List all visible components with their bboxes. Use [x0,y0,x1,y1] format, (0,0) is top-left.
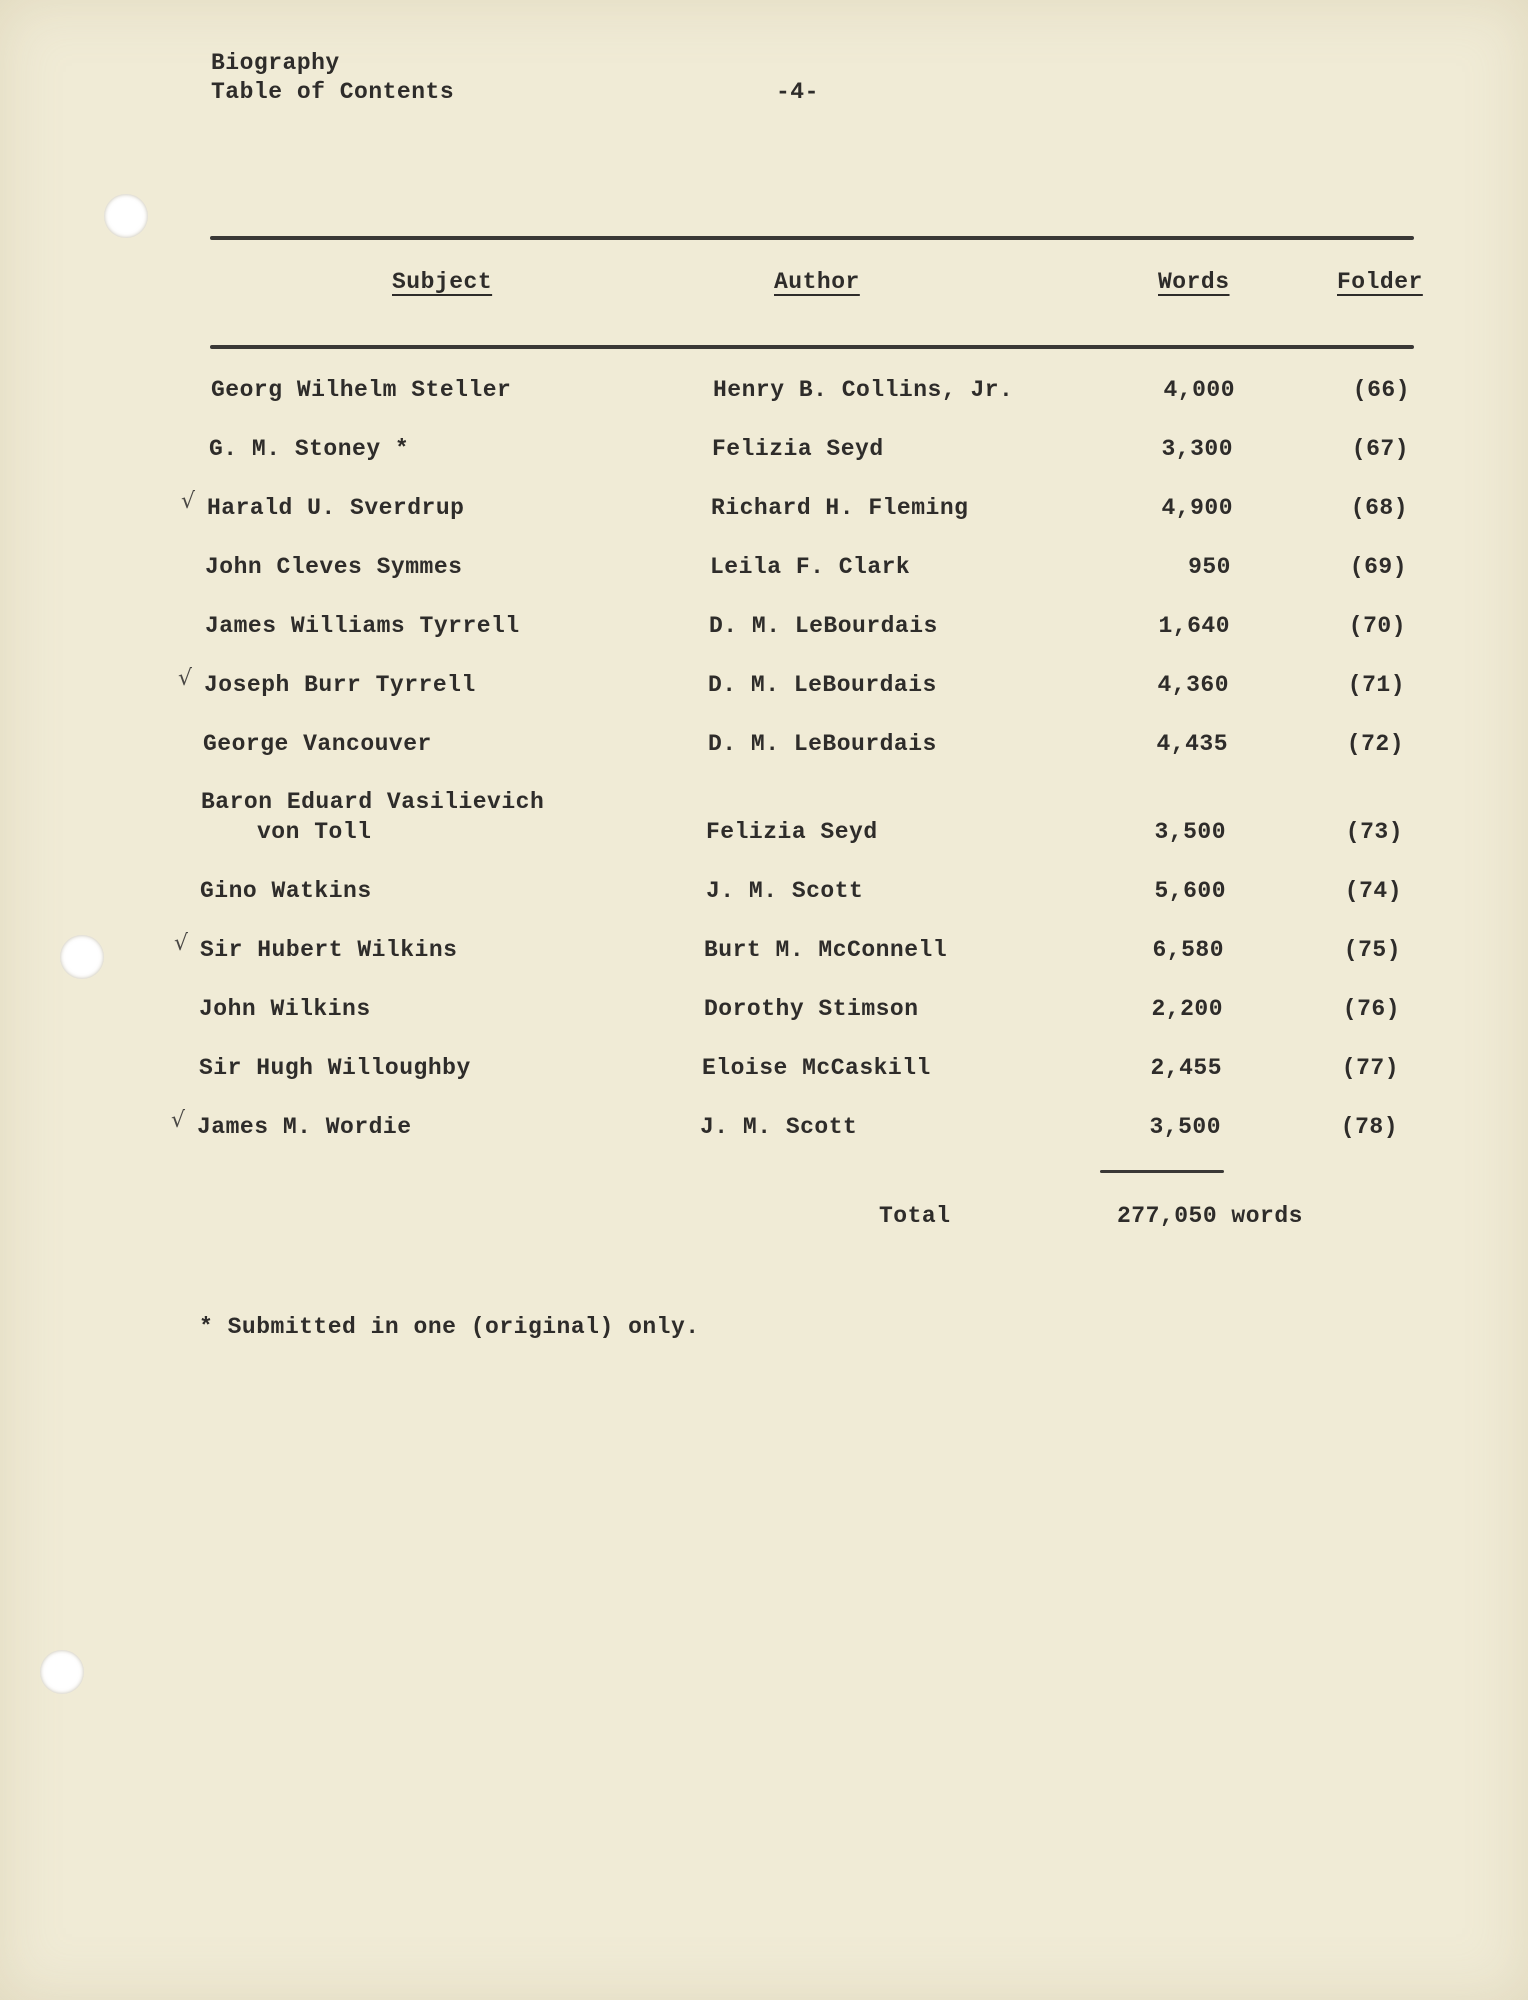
row-author: Leila F. Clark [710,554,911,580]
row-folder: (67) [1351,436,1409,462]
column-header-author: Author [774,269,860,295]
row-folder: (74) [1344,878,1402,904]
row-folder: (66) [1352,377,1410,403]
total-value: 277,050 words [1117,1203,1303,1229]
row-author: Dorothy Stimson [704,996,919,1022]
total-label: Total [879,1203,951,1229]
table-header-rule [210,345,1414,349]
punch-hole [104,194,148,238]
row-subject: G. M. Stoney * [209,436,410,462]
row-folder: (68) [1350,495,1408,521]
row-subject: Sir Hugh Willoughby [199,1055,471,1081]
row-words: 4,000 [1163,377,1235,403]
row-subject: James M. Wordie [197,1114,412,1140]
punch-hole [60,935,104,979]
row-words: 950 [1188,554,1231,580]
row-folder: (77) [1341,1055,1399,1081]
row-folder: (75) [1343,937,1401,963]
row-subject: George Vancouver [203,731,432,757]
check-mark-icon: √ [181,489,196,514]
row-words: 3,300 [1161,436,1233,462]
row-author: Felizia Seyd [712,436,884,462]
row-author: Richard H. Fleming [711,495,969,521]
row-subject: Harald U. Sverdrup [207,495,465,521]
row-folder: (72) [1346,731,1404,757]
row-subject: Georg Wilhelm Steller [211,377,512,403]
row-author: Henry B. Collins, Jr. [713,377,1014,403]
row-words: 2,455 [1150,1055,1222,1081]
row-words: 3,500 [1154,819,1226,845]
row-subject: Joseph Burr Tyrrell [204,672,476,698]
row-words: 2,200 [1151,996,1223,1022]
row-subject: Sir Hubert Wilkins [200,937,458,963]
row-words: 4,435 [1156,731,1228,757]
check-mark-icon: √ [171,1108,186,1133]
column-header-subject: Subject [392,269,493,295]
table-top-rule [210,236,1414,240]
row-subject: John Wilkins [199,996,371,1022]
footnote: * Submitted in one (original) only. [199,1314,700,1340]
row-folder: (69) [1349,554,1407,580]
row-author: J. M. Scott [700,1114,858,1140]
punch-hole [40,1650,84,1694]
column-header-folder: Folder [1337,269,1423,295]
header-line-2: Table of Contents [211,79,455,105]
row-words: 4,900 [1161,495,1233,521]
header-line-1: Biography [211,50,340,76]
row-folder: (76) [1342,996,1400,1022]
row-subject: James Williams Tyrrell [205,613,520,639]
row-author: D. M. LeBourdais [709,613,938,639]
row-folder: (70) [1348,613,1406,639]
page-edge [1528,0,1538,2000]
row-author: D. M. LeBourdais [708,731,937,757]
page-number: -4- [776,79,819,105]
row-author: J. M. Scott [706,878,864,904]
row-subject-continued: von Toll [257,819,372,845]
check-mark-icon: √ [174,931,189,956]
row-words: 4,360 [1157,672,1229,698]
check-mark-icon: √ [178,666,193,691]
row-author: Eloise McCaskill [702,1055,931,1081]
column-header-words: Words [1158,269,1230,295]
row-folder: (73) [1345,819,1403,845]
row-folder: (78) [1340,1114,1398,1140]
row-folder: (71) [1347,672,1405,698]
row-author: D. M. LeBourdais [708,672,937,698]
row-author: Burt M. McConnell [704,937,948,963]
row-words: 1,640 [1158,613,1230,639]
row-words: 3,500 [1149,1114,1221,1140]
row-subject: Gino Watkins [200,878,372,904]
row-words: 5,600 [1154,878,1226,904]
row-author: Felizia Seyd [706,819,878,845]
row-subject: Baron Eduard Vasilievich [201,789,545,815]
row-subject: John Cleves Symmes [205,554,463,580]
total-rule [1100,1170,1224,1173]
row-words: 6,580 [1152,937,1224,963]
